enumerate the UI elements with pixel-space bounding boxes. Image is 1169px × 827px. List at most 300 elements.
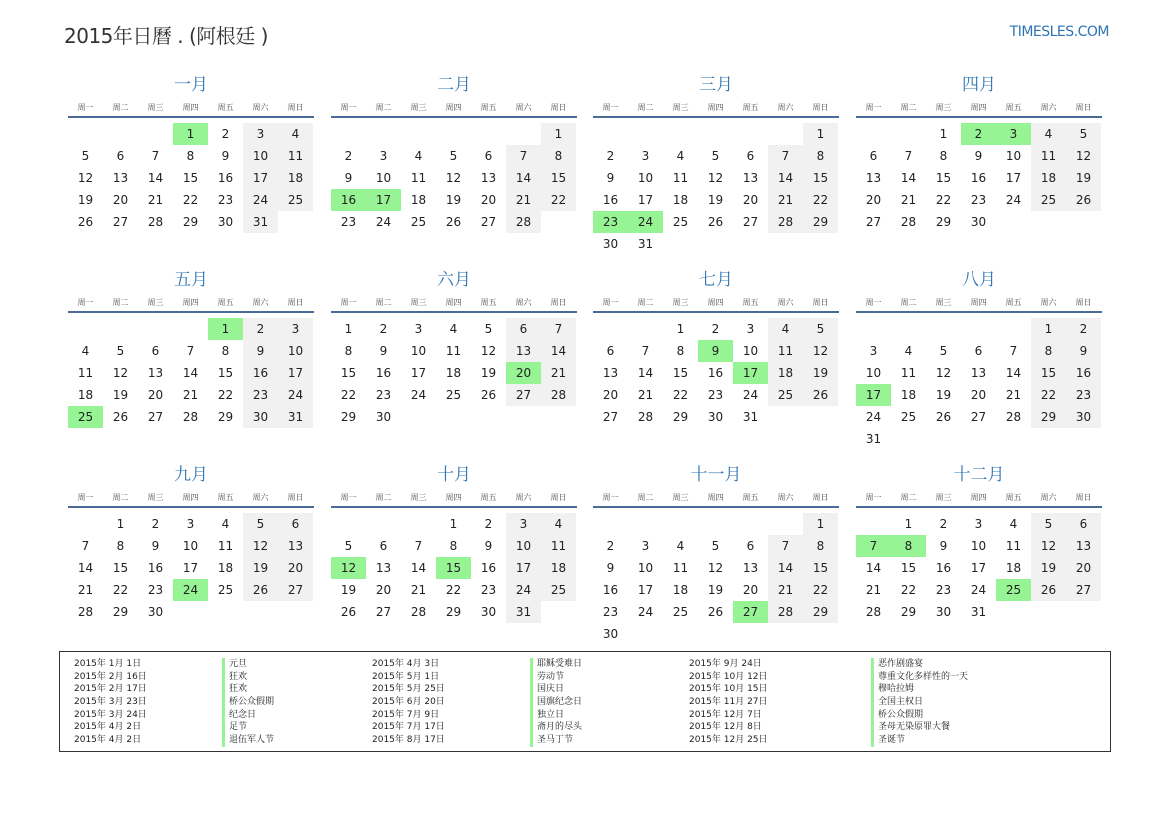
day-cell: 25 [900,410,917,424]
day-cell: 13 [147,366,164,380]
day-cell: 10 [970,539,987,553]
holiday-name: 狂欢 [222,683,274,696]
holiday-name: 国旗纪念日 [530,696,582,709]
day-cell: 27 [480,215,497,229]
weekday-label: 周三 [147,493,164,502]
day-cell: 3 [278,318,313,340]
day-cell: 17 [1005,171,1022,185]
day-cell: 29 [672,410,689,424]
day-cell: 8 [803,535,838,557]
day-blank [733,123,768,145]
day-cell: 17 [637,193,654,207]
day-cell: 25 [1031,189,1066,211]
day-cell: 10 [375,171,392,185]
day-cell: 26 [1066,189,1101,211]
holiday-name: 恶作剧盛宴 [871,658,968,671]
day-blank [593,318,628,340]
month-name: 五月 [174,270,208,290]
holiday-names-col-2 [530,658,582,747]
holiday-name: 斋月的尽头 [530,721,582,734]
holiday-date: 2015年 7月 9日 [372,709,440,720]
day-cell: 11 [672,171,689,185]
day-cell-holiday: 1 [173,123,208,145]
day-cell: 5 [1031,513,1066,535]
day-cell: 17 [243,167,278,189]
day-cell: 26 [1031,579,1066,601]
day-cell: 13 [865,171,882,185]
day-cell: 29 [340,410,357,424]
day-cell: 10 [182,539,199,553]
day-blank [961,318,996,340]
holiday-name: 退伍军人节 [222,734,274,747]
day-cell: 8 [803,145,838,167]
day-cell: 11 [1005,539,1022,553]
day-cell: 29 [900,605,917,619]
day-cell: 7 [81,539,90,553]
holiday-name: 全国主权日 [871,696,968,709]
weekday-label: 周一 [602,298,619,307]
weekday-label: 周二 [637,493,654,502]
holiday-date: 2015年 4月 3日 [372,659,440,669]
day-cell: 10 [742,344,759,358]
day-cell: 3 [869,344,878,358]
day-cell: 19 [480,366,497,380]
day-cell: 29 [803,211,838,233]
weekday-header [593,486,839,508]
day-cell: 22 [445,583,462,597]
day-cell: 7 [541,318,576,340]
day-cell: 13 [742,171,759,185]
page-title: 2015年日曆 . (阿根廷 ) [64,24,268,48]
holiday-name: 国庆日 [530,683,582,696]
day-cell: 11 [768,340,803,362]
weekday-header [331,486,577,508]
day-cell: 22 [1031,384,1066,406]
day-cell: 20 [602,388,619,402]
day-blank [628,123,663,145]
weekday-label: 周日 [812,103,829,112]
weekday-label: 周三 [410,298,427,307]
weekday-label: 周三 [147,103,164,112]
day-cell: 30 [243,406,278,428]
weekday-header [593,96,839,118]
day-cell: 27 [602,410,619,424]
day-cell: 21 [768,189,803,211]
holiday-date: 2015年 12月 7日 [689,709,762,720]
day-blank [593,123,628,145]
day-blank [768,123,803,145]
weekday-label: 周一 [77,493,94,502]
day-cell: 7 [768,145,803,167]
weekday-label: 周一 [77,298,94,307]
day-cell: 5 [711,149,720,163]
day-cell: 31 [865,432,882,446]
weekday-label: 周一 [865,103,882,112]
day-cell: 24 [637,605,654,619]
weekday-label: 周六 [515,493,532,502]
day-cell: 9 [484,539,493,553]
day-cell-holiday: 2 [961,123,996,145]
day-cell: 18 [672,193,689,207]
day-cell: 21 [506,189,541,211]
weekday-label: 周一 [865,493,882,502]
day-cell: 5 [243,513,278,535]
day-blank [68,123,103,145]
weekday-label: 周六 [1040,298,1057,307]
day-cell: 29 [182,215,199,229]
holiday-date: 2015年 1月 1日 [74,659,142,669]
weekday-label: 周日 [812,298,829,307]
day-cell: 1 [116,517,125,531]
day-cell: 4 [221,517,230,531]
day-blank [926,318,961,340]
month-7 [593,269,839,428]
holiday-list [59,651,1111,752]
day-cell: 6 [606,344,615,358]
holiday-date: 2015年 2月 16日 [74,671,147,682]
weekday-label: 周五 [1005,298,1022,307]
day-cell: 31 [742,410,759,424]
day-cell: 21 [637,388,654,402]
day-cell: 26 [112,410,129,424]
day-cell: 4 [449,322,458,336]
day-cell: 2 [1066,318,1101,340]
day-blank [733,513,768,535]
day-cell: 22 [672,388,689,402]
weekday-label: 周四 [970,298,987,307]
day-cell: 17 [410,366,427,380]
day-cell: 6 [379,539,388,553]
day-cell: 20 [742,193,759,207]
day-cell: 18 [1031,167,1066,189]
weekday-label: 周三 [935,298,952,307]
day-cell: 3 [379,149,388,163]
weekday-label: 周日 [812,493,829,502]
day-cell: 2 [939,517,948,531]
day-cell-holiday: 24 [628,211,663,233]
day-cell: 14 [410,561,427,575]
holiday-dates-col-3 [689,658,768,747]
day-cell: 7 [506,145,541,167]
day-cell: 18 [900,388,917,402]
day-cell: 8 [344,344,353,358]
day-blank [856,123,891,145]
day-cell: 9 [379,344,388,358]
day-cell: 28 [541,384,576,406]
day-cell: 6 [484,149,493,163]
day-cell: 16 [480,561,497,575]
day-cell: 22 [803,189,838,211]
day-cell: 25 [217,583,234,597]
holiday-date: 2015年 3月 24日 [74,709,147,720]
day-blank [173,318,208,340]
day-grid [331,318,577,428]
weekday-header [68,96,314,118]
weekday-label: 周二 [112,103,129,112]
day-cell: 8 [221,344,230,358]
day-cell: 22 [541,189,576,211]
day-cell: 15 [1031,362,1066,384]
day-cell-holiday: 24 [173,579,208,601]
day-cell: 15 [935,171,952,185]
month-6 [331,269,577,428]
day-cell: 19 [1066,167,1101,189]
month-name: 一月 [174,75,208,95]
day-cell: 16 [243,362,278,384]
holiday-name: 足节 [222,721,274,734]
weekday-label: 周日 [287,298,304,307]
day-cell: 30 [375,410,392,424]
holiday-date: 2015年 9月 24日 [689,659,762,669]
day-cell: 21 [865,583,882,597]
day-cell: 27 [375,605,392,619]
month-8 [856,269,1102,450]
weekday-label: 周四 [445,493,462,502]
day-cell-holiday: 23 [593,211,628,233]
day-cell: 7 [151,149,160,163]
day-cell: 1 [803,123,838,145]
day-cell: 28 [768,211,803,233]
day-cell: 9 [151,539,160,553]
day-cell: 28 [410,605,427,619]
day-cell: 16 [375,366,392,380]
day-cell: 28 [768,601,803,623]
day-cell: 12 [803,340,838,362]
day-cell: 31 [506,601,541,623]
holiday-date: 2015年 3月 23日 [74,697,147,708]
day-cell: 15 [900,561,917,575]
day-cell: 15 [803,167,838,189]
day-cell: 2 [221,127,230,141]
day-cell: 17 [182,561,199,575]
day-cell: 15 [112,561,129,575]
month-5 [68,269,314,428]
day-cell: 18 [672,583,689,597]
weekday-header [856,291,1102,313]
day-cell: 12 [707,561,724,575]
day-cell: 4 [768,318,803,340]
day-blank [891,123,926,145]
weekday-label: 周五 [480,103,497,112]
holiday-date: 2015年 10月 15日 [689,684,768,695]
weekday-label: 周六 [252,103,269,112]
day-cell: 21 [900,193,917,207]
day-cell: 1 [344,322,353,336]
day-grid [856,318,1102,450]
day-cell: 24 [278,384,313,406]
day-cell: 6 [869,149,878,163]
day-cell: 19 [707,193,724,207]
day-cell: 6 [278,513,313,535]
day-cell: 26 [707,605,724,619]
day-cell: 7 [641,344,650,358]
holiday-name: 狂欢 [222,671,274,684]
day-cell: 3 [641,149,650,163]
day-cell: 16 [147,561,164,575]
day-cell: 6 [506,318,541,340]
weekday-label: 周六 [777,298,794,307]
day-cell: 18 [445,366,462,380]
day-cell: 19 [1031,557,1066,579]
day-cell: 21 [768,579,803,601]
day-cell: 8 [186,149,195,163]
day-blank [68,318,103,340]
day-cell: 13 [375,561,392,575]
day-blank [103,123,138,145]
day-cell: 18 [541,557,576,579]
day-cell: 8 [676,344,685,358]
weekday-label: 周二 [375,493,392,502]
day-blank [401,123,436,145]
weekday-label: 周五 [742,103,759,112]
day-cell: 12 [77,171,94,185]
day-cell: 23 [217,193,234,207]
month-2 [331,74,577,233]
day-cell: 15 [340,366,357,380]
day-cell: 12 [1066,145,1101,167]
day-cell: 20 [970,388,987,402]
day-cell: 10 [865,366,882,380]
day-cell: 8 [449,539,458,553]
day-cell: 19 [112,388,129,402]
day-cell: 21 [410,583,427,597]
holiday-name: 耶稣受难日 [530,658,582,671]
day-cell: 22 [217,388,234,402]
weekday-label: 周四 [182,493,199,502]
weekday-label: 周三 [672,298,689,307]
day-cell: 4 [1009,517,1018,531]
day-cell: 12 [707,171,724,185]
day-cell: 2 [606,149,615,163]
site-link[interactable]: TIMESLES.COM [1009,24,1109,40]
day-cell: 26 [340,605,357,619]
day-cell: 2 [379,322,388,336]
weekday-header [331,291,577,313]
weekday-label: 周日 [287,493,304,502]
day-grid [331,123,577,233]
holiday-date: 2015年 4月 2日 [74,735,142,746]
day-cell: 27 [147,410,164,424]
day-cell: 4 [541,513,576,535]
day-cell: 6 [746,149,755,163]
day-cell: 24 [742,388,759,402]
day-cell: 19 [803,362,838,384]
day-cell: 21 [1005,388,1022,402]
day-cell: 24 [970,583,987,597]
holiday-date: 2015年 8月 17日 [372,735,445,746]
day-cell: 20 [112,193,129,207]
weekday-label: 周一 [77,103,94,112]
day-cell: 17 [278,362,313,384]
weekday-label: 周三 [147,298,164,307]
day-cell: 8 [1031,340,1066,362]
day-cell: 3 [974,517,983,531]
weekday-label: 周六 [1040,493,1057,502]
day-cell: 16 [602,193,619,207]
day-cell: 1 [939,127,948,141]
day-blank [628,513,663,535]
holiday-date: 2015年 4月 2日 [74,722,142,733]
day-cell: 20 [147,388,164,402]
day-cell: 19 [707,583,724,597]
day-cell: 15 [803,557,838,579]
day-cell: 3 [506,513,541,535]
weekday-label: 周二 [112,493,129,502]
weekday-label: 周六 [777,493,794,502]
weekday-label: 周一 [340,103,357,112]
month-1 [68,74,314,233]
day-cell: 30 [1066,406,1101,428]
day-cell: 18 [217,561,234,575]
day-cell: 31 [970,605,987,619]
day-cell: 22 [182,193,199,207]
day-cell: 9 [344,171,353,185]
day-cell: 17 [506,557,541,579]
day-cell: 20 [278,557,313,579]
day-cell-holiday: 25 [996,579,1031,601]
day-cell: 15 [541,167,576,189]
day-cell-holiday: 3 [996,123,1031,145]
day-cell: 30 [217,215,234,229]
month-name: 六月 [437,270,471,290]
day-cell: 4 [414,149,423,163]
day-cell: 4 [904,344,913,358]
day-cell: 23 [935,583,952,597]
day-cell: 9 [939,539,948,553]
day-cell: 16 [707,366,724,380]
day-cell: 2 [344,149,353,163]
day-cell: 18 [278,167,313,189]
holiday-date: 2015年 12月 25日 [689,735,768,746]
day-cell: 18 [77,388,94,402]
holiday-date: 2015年 12月 8日 [689,722,762,733]
day-cell: 14 [768,167,803,189]
day-cell: 19 [935,388,952,402]
weekday-label: 周二 [637,103,654,112]
day-cell: 20 [1066,557,1101,579]
weekday-header [593,291,839,313]
day-cell: 22 [340,388,357,402]
day-cell: 10 [278,340,313,362]
month-name: 二月 [437,75,471,95]
day-cell-holiday: 16 [331,189,366,211]
day-cell: 30 [970,215,987,229]
day-cell: 9 [606,561,615,575]
day-cell: 24 [865,410,882,424]
day-cell-holiday: 1 [208,318,243,340]
month-name: 十一月 [690,465,742,485]
day-cell: 14 [541,340,576,362]
day-cell: 5 [803,318,838,340]
weekday-header [856,96,1102,118]
day-cell: 17 [970,561,987,575]
day-cell: 12 [1031,535,1066,557]
day-cell: 12 [445,171,462,185]
day-cell: 21 [182,388,199,402]
day-cell: 29 [445,605,462,619]
weekday-label: 周四 [707,298,724,307]
day-cell: 25 [541,579,576,601]
day-cell: 25 [445,388,462,402]
day-cell: 9 [221,149,230,163]
day-cell: 16 [217,171,234,185]
day-cell: 11 [541,535,576,557]
day-blank [628,318,663,340]
day-cell: 12 [480,344,497,358]
weekday-label: 周二 [112,298,129,307]
day-cell: 1 [1031,318,1066,340]
day-blank [138,318,173,340]
